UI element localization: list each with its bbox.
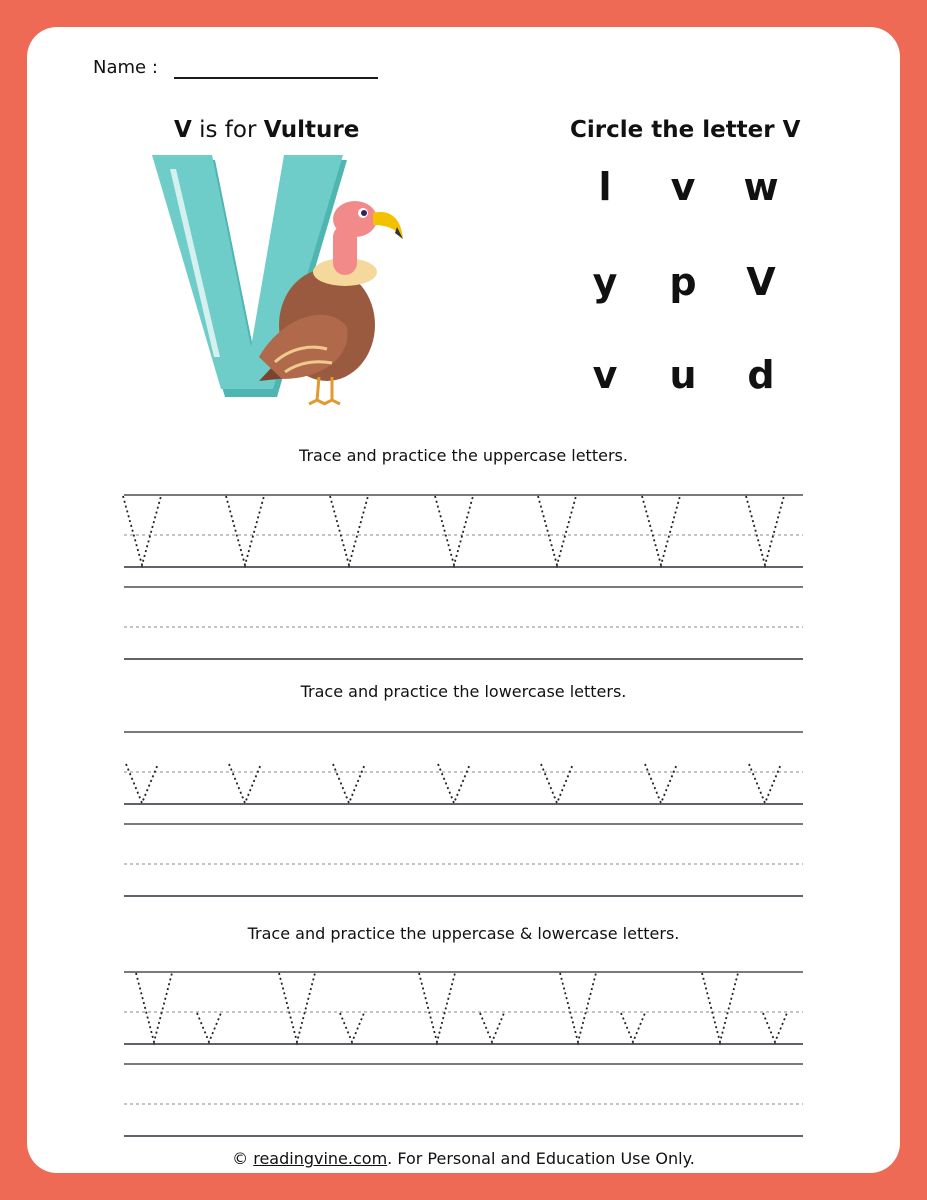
trace-lowercase-v [197,1013,221,1042]
trace-uppercase-v [136,973,172,1042]
trace-lowercase-v [763,1013,787,1042]
trace-uppercase-v [279,973,315,1042]
trace-uppercase-v [642,496,680,565]
trace-lowercase-v [333,764,365,803]
footer-link[interactable]: readingvine.com [253,1149,388,1168]
heading-word: Vulture [263,117,360,143]
trace-lowercase-v [621,1013,645,1042]
trace-lowercase-v [749,764,781,803]
name-label: Name : [93,57,158,78]
trace-lowercase-v [541,764,573,803]
circle-letter-option[interactable]: p [669,260,697,304]
trace-lowercase-v [126,764,158,803]
footer-copyright [27,1149,900,1168]
trace-uppercase-v [538,496,576,565]
circle-heading: Circle the letter V [570,117,801,143]
instruction-mixed: Trace and practice the uppercase & lowercase letters. [247,924,680,943]
trace-uppercase-v [226,496,264,565]
instruction-uppercase: Trace and practice the uppercase letters. [299,446,628,465]
trace-uppercase-v [123,496,161,565]
trace-lowercase-v [645,764,677,803]
trace-uppercase-v [702,973,738,1042]
trace-uppercase-v [560,973,596,1042]
trace-uppercase-v [330,496,368,565]
trace-lowercase-v [229,764,261,803]
heading-middle: is for [191,117,264,143]
copyright-symbol: © [232,1149,249,1168]
trace-lowercase-v [480,1013,504,1042]
trace-uppercase-v [419,973,455,1042]
circle-letter-option[interactable]: V [746,260,776,304]
circle-letter-option[interactable]: y [592,260,618,304]
handwriting-practice-area [27,27,900,1173]
instruction-lowercase: Trace and practice the lowercase letters. [300,682,627,701]
circle-letter-option[interactable]: u [669,353,697,397]
footer-text: . For Personal and Education Use Only. [387,1149,695,1168]
worksheet-page [27,27,900,1173]
heading-letter: V [174,117,192,143]
trace-uppercase-v [435,496,473,565]
trace-uppercase-v [746,496,784,565]
circle-letter-option[interactable]: w [743,165,779,209]
circle-letter-option[interactable]: l [598,165,612,209]
circle-letter-option[interactable]: d [747,353,775,397]
circle-letter-option[interactable]: v [670,165,696,209]
circle-letter-option[interactable]: v [592,353,618,397]
trace-lowercase-v [438,764,470,803]
trace-lowercase-v [340,1013,364,1042]
